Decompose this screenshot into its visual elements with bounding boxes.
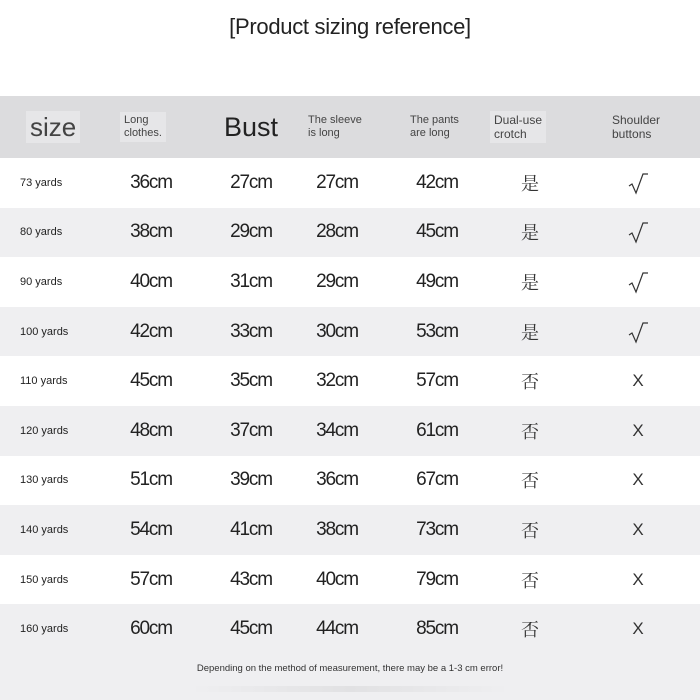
pants-length-value: 79cm bbox=[416, 568, 458, 590]
bust-value: 33cm bbox=[230, 320, 272, 342]
sleeve-length-value: 44cm bbox=[316, 618, 358, 640]
table-row bbox=[0, 257, 700, 307]
header-sleeve: The sleeve is long bbox=[308, 114, 362, 139]
long-clothes-value: 36cm bbox=[130, 171, 172, 193]
table-row bbox=[0, 604, 700, 654]
size-label: 120 yards bbox=[20, 424, 69, 437]
long-clothes-value: 48cm bbox=[130, 419, 172, 441]
bust-value: 43cm bbox=[230, 568, 272, 590]
header-shoulder-buttons: Shoulder buttons bbox=[612, 113, 661, 141]
long-clothes-value: 54cm bbox=[130, 518, 172, 540]
x-mark: X bbox=[632, 569, 644, 589]
footer-shadow bbox=[190, 686, 510, 692]
table-row bbox=[0, 505, 700, 555]
measurement-footnote: Depending on the method of measurement, there may be a 1-3 cm error! bbox=[196, 663, 504, 674]
dual-use-crotch-value: 是 bbox=[521, 223, 539, 245]
size-label: 73 yards bbox=[20, 176, 63, 189]
table-row bbox=[0, 158, 700, 208]
header-pants: The pants are long bbox=[410, 114, 459, 139]
x-mark: X bbox=[632, 470, 644, 490]
size-label: 100 yards bbox=[20, 325, 69, 338]
bust-value: 41cm bbox=[230, 518, 272, 540]
sleeve-length-value: 36cm bbox=[316, 469, 358, 491]
long-clothes-value: 42cm bbox=[130, 320, 172, 342]
dual-use-crotch-value: 否 bbox=[521, 570, 539, 592]
dual-use-crotch-value: 是 bbox=[521, 173, 539, 195]
dual-use-crotch-value: 是 bbox=[521, 322, 539, 344]
pants-length-value: 49cm bbox=[416, 270, 458, 292]
table-row bbox=[0, 456, 700, 506]
table-row bbox=[0, 356, 700, 406]
check-icon bbox=[608, 307, 668, 357]
sleeve-length-value: 27cm bbox=[316, 171, 358, 193]
pants-length-value: 42cm bbox=[416, 171, 458, 193]
sleeve-length-value: 32cm bbox=[316, 370, 358, 392]
long-clothes-value: 51cm bbox=[130, 469, 172, 491]
pants-length-value: 73cm bbox=[416, 518, 458, 540]
bust-value: 29cm bbox=[230, 221, 272, 243]
header-long-clothes: Long clothes. bbox=[120, 96, 166, 158]
table-row bbox=[0, 307, 700, 357]
dual-use-crotch-value: 否 bbox=[521, 372, 539, 394]
size-label: 110 yards bbox=[20, 375, 68, 388]
bust-value: 37cm bbox=[230, 419, 272, 441]
dual-use-crotch-value: 否 bbox=[521, 421, 539, 443]
size-label: 130 yards bbox=[20, 474, 69, 487]
table-row bbox=[0, 555, 700, 605]
pants-length-value: 85cm bbox=[416, 618, 458, 640]
check-icon bbox=[608, 257, 668, 307]
sleeve-length-value: 28cm bbox=[316, 221, 358, 243]
bust-value: 45cm bbox=[230, 618, 272, 640]
check-icon bbox=[608, 208, 668, 258]
dual-use-crotch-value: 否 bbox=[521, 520, 539, 542]
bust-value: 35cm bbox=[230, 370, 272, 392]
dual-use-crotch-value: 是 bbox=[521, 272, 539, 294]
x-mark: X bbox=[632, 420, 644, 440]
pants-length-value: 67cm bbox=[416, 469, 458, 491]
table-row bbox=[0, 406, 700, 456]
dual-use-crotch-value: 否 bbox=[521, 471, 539, 493]
long-clothes-value: 60cm bbox=[130, 618, 172, 640]
sleeve-length-value: 38cm bbox=[316, 518, 358, 540]
long-clothes-value: 57cm bbox=[130, 568, 172, 590]
sleeve-length-value: 29cm bbox=[316, 270, 358, 292]
table-header bbox=[0, 96, 700, 158]
x-mark: X bbox=[632, 519, 644, 539]
size-label: 90 yards bbox=[20, 275, 63, 288]
bust-value: 27cm bbox=[230, 171, 272, 193]
pants-length-value: 57cm bbox=[416, 370, 458, 392]
pants-length-value: 53cm bbox=[416, 320, 458, 342]
header-bust: Bust bbox=[224, 112, 279, 142]
size-label: 160 yards bbox=[20, 623, 69, 636]
sleeve-length-value: 34cm bbox=[316, 419, 358, 441]
size-label: 80 yards bbox=[20, 226, 63, 239]
check-icon bbox=[608, 158, 668, 208]
long-clothes-value: 40cm bbox=[130, 270, 172, 292]
sleeve-length-value: 40cm bbox=[316, 568, 358, 590]
bust-value: 39cm bbox=[230, 469, 272, 491]
page-title: [Product sizing reference] bbox=[229, 14, 471, 39]
sleeve-length-value: 30cm bbox=[316, 320, 358, 342]
pants-length-value: 45cm bbox=[416, 221, 458, 243]
dual-use-crotch-value: 否 bbox=[521, 620, 539, 642]
size-label: 140 yards bbox=[20, 523, 69, 536]
header-size: size bbox=[26, 96, 80, 158]
header-dual-use-crotch: Dual-use crotch bbox=[490, 96, 546, 158]
x-mark: X bbox=[632, 619, 644, 639]
long-clothes-value: 45cm bbox=[130, 370, 172, 392]
bust-value: 31cm bbox=[230, 270, 272, 292]
size-label: 150 yards bbox=[20, 573, 69, 586]
pants-length-value: 61cm bbox=[416, 419, 458, 441]
x-mark: X bbox=[632, 371, 644, 391]
footer-bar bbox=[0, 648, 700, 700]
table-row bbox=[0, 208, 700, 258]
long-clothes-value: 38cm bbox=[130, 221, 172, 243]
